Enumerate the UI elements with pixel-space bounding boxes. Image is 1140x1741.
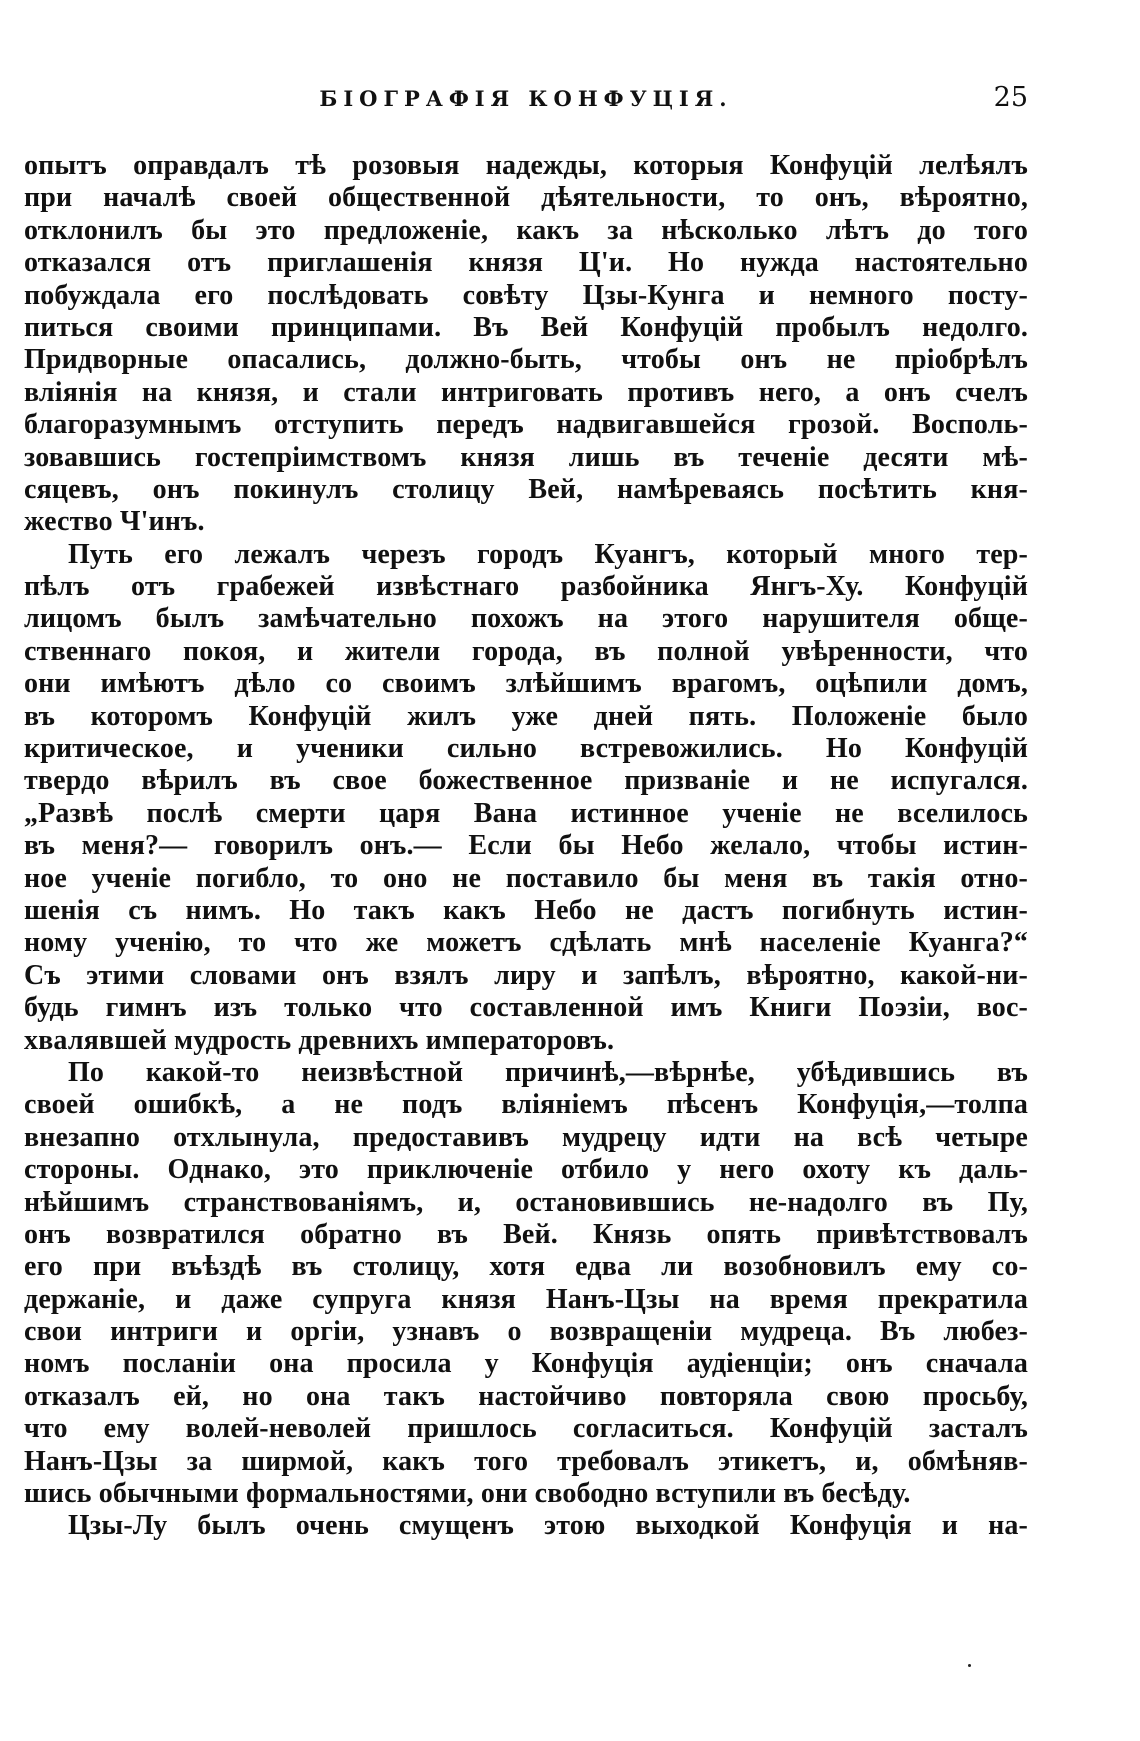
text-line: Путь его лежалъ черезъ городъ Куангъ, который много тер- bbox=[68, 538, 1028, 570]
text-line: зовавшись гостепріимствомъ князя лишь въ теченіе десяти мѣ- bbox=[24, 441, 1028, 473]
text-line: шись обычными формальностями, они свободно вступили въ бесѣду. bbox=[24, 1478, 911, 1510]
text-line: отказалъ ей, но она такъ настойчиво повторяла свою просьбу, bbox=[24, 1380, 1028, 1412]
text-line: шенія съ нимъ. Но такъ какъ Небо не дастъ погибнуть истин- bbox=[24, 894, 1028, 926]
text-line: отклонилъ бы это предложеніе, какъ за нѣсколько лѣтъ до того bbox=[24, 214, 1028, 246]
text-line: они имѣютъ дѣло со своимъ злѣйшимъ врагомъ, оцѣпили домъ, bbox=[24, 668, 1028, 700]
text-line: жество Ч'инъ. bbox=[24, 506, 205, 538]
text-line: „Развѣ послѣ смерти царя Вана истинное ученіе не вселилось bbox=[24, 797, 1028, 829]
text-line: благоразумнымъ отступить передъ надвигавшейся грозой. Восполь- bbox=[24, 409, 1028, 441]
text-line: номъ посланіи она просила у Конфуція аудіенціи; онъ сначала bbox=[24, 1348, 1028, 1380]
text-line: своей ошибкѣ, а не подъ вліяніемъ пѣсенъ Конфуція,—толпа bbox=[24, 1089, 1028, 1121]
text-line: твердо вѣрилъ въ свое божественное призваніе и не испугался. bbox=[24, 765, 1028, 797]
text-line: нѣйшимъ странствованіямъ, и, остановившись не-надолго въ Пу, bbox=[24, 1186, 1028, 1218]
text-line: ственнаго покоя, и жители города, въ полной увѣренности, что bbox=[24, 635, 1028, 667]
text-line: онъ возвратился обратно въ Вей. Князь опять привѣтствовалъ bbox=[24, 1218, 1028, 1250]
running-head bbox=[24, 82, 1028, 126]
body-text bbox=[24, 150, 1028, 1543]
text-line: Придворные опасались, должно-быть, чтобы онъ не пріобрѣлъ bbox=[24, 344, 1028, 376]
page-number: 25 bbox=[993, 82, 1028, 113]
text-line: хвалявшей мудрость древнихъ императоровъ. bbox=[24, 1024, 615, 1056]
text-line: стороны. Однако, это приключеніе отбило у него охоту къ даль- bbox=[24, 1154, 1028, 1186]
text-line: Съ этими словами онъ взялъ лиру и запѣлъ, вѣроятно, какой-ни- bbox=[24, 959, 1028, 991]
text-line: отказался отъ приглашенія князя Ц'и. Но нужда настоятельно bbox=[24, 247, 1028, 279]
text-line: лицомъ былъ замѣчательно похожъ на этого нарушителя обще- bbox=[24, 603, 1028, 635]
text-line: Нанъ-Цзы за ширмой, какъ того требовалъ этикетъ, и, обмѣняв- bbox=[24, 1445, 1028, 1477]
text-line: ному ученію, то что же можетъ сдѣлать мнѣ населеніе Куанга?“ bbox=[24, 927, 1028, 959]
text-line: вліянія на князя, и стали интриговать противъ него, а онъ счелъ bbox=[24, 376, 1028, 408]
text-line: будь гимнъ изъ только что составленной имъ Книги Поэзіи, вос- bbox=[24, 992, 1028, 1024]
text-line: держаніе, и даже супруга князя Нанъ-Цзы на время прекратила bbox=[24, 1283, 1028, 1315]
text-line: въ которомъ Конфуцій жилъ уже дней пять. Положеніе было bbox=[24, 700, 1028, 732]
text-line: Цзы-Лу былъ очень смущенъ этою выходкой Конфуція и на- bbox=[68, 1510, 1028, 1542]
print-speck bbox=[968, 1664, 971, 1667]
text-line: при началѣ своей общественной дѣятельности, то онъ, вѣроятно, bbox=[24, 182, 1028, 214]
text-line: его при въѣздѣ въ столицу, хотя едва ли возобновилъ ему со- bbox=[24, 1251, 1028, 1283]
text-line: внезапно отхлынула, предоставивъ мудрецу идти на всѣ четыре bbox=[24, 1121, 1028, 1153]
text-line: что ему волей-неволей пришлось согласиться. Конфуцій засталъ bbox=[24, 1413, 1028, 1445]
text-line: питься своими принципами. Въ Вей Конфуцій пробылъ недолго. bbox=[24, 311, 1028, 343]
text-line: въ меня?— говорилъ онъ.— Если бы Небо желало, чтобы истин- bbox=[24, 830, 1028, 862]
running-title: БІОГРАФІЯ КОНФУЦІЯ. bbox=[319, 86, 733, 111]
text-line: побуждала его послѣдовать совѣту Цзы-Кунга и немного посту- bbox=[24, 279, 1028, 311]
text-line: По какой-то неизвѣстной причинѣ,—вѣрнѣе, убѣдившись въ bbox=[68, 1056, 1028, 1088]
text-line: ное ученіе погибло, то оно не поставило бы меня въ такія отно- bbox=[24, 862, 1028, 894]
text-line: критическое, и ученики сильно встревожились. Но Конфуцій bbox=[24, 733, 1028, 765]
text-line: опытъ оправдалъ тѣ розовыя надежды, которыя Конфуцій лелѣялъ bbox=[24, 150, 1028, 181]
text-line: сяцевъ, онъ покинулъ столицу Вей, намѣреваясь посѣтить кня- bbox=[24, 473, 1028, 505]
text-line: свои интриги и оргіи, узнавъ о возвращеніи мудреца. Въ любез- bbox=[24, 1316, 1028, 1348]
text-line: пѣлъ отъ грабежей извѣстнаго разбойника Янгъ-Ху. Конфуцій bbox=[24, 571, 1028, 603]
